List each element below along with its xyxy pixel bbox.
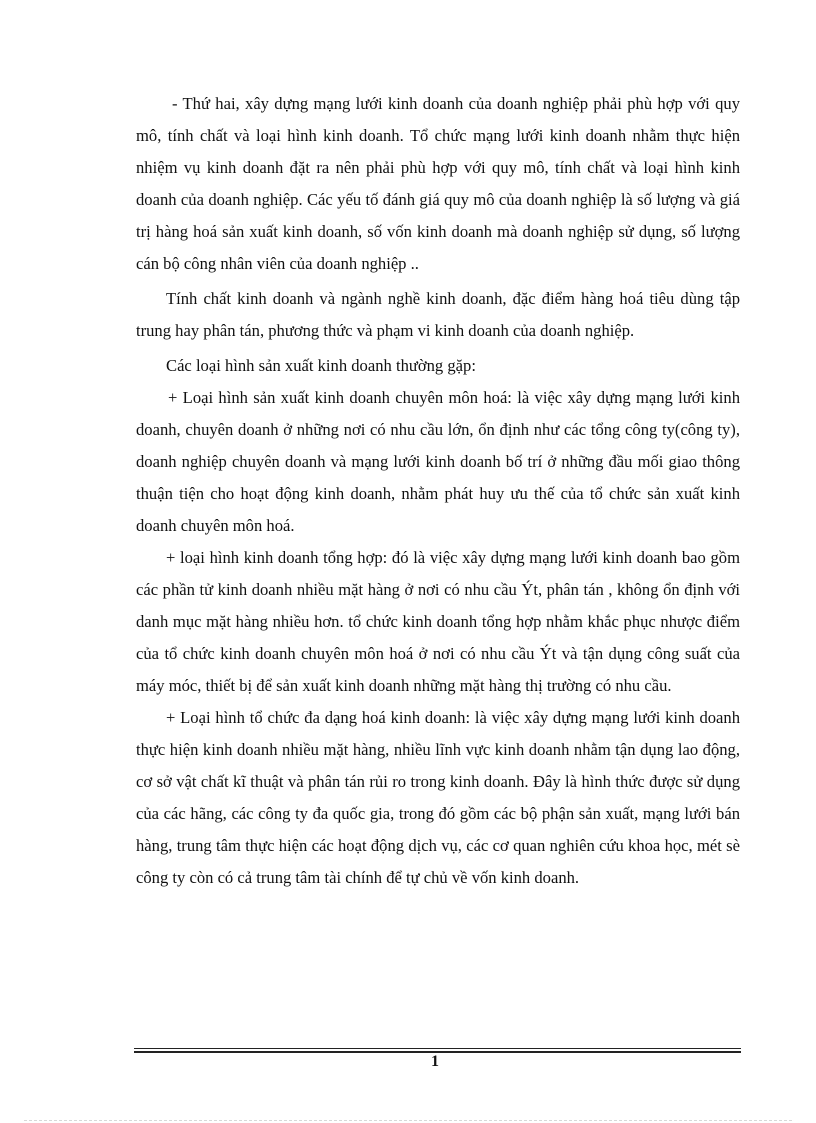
paragraph-business-nature: Tính chất kinh doanh và ngành nghề kinh doanh, đặc điểm hàng hoá tiêu dùng tập trung hay phân tán, phương thức và phạm vi kinh doanh của doanh nghiệp. bbox=[136, 289, 740, 340]
paragraph-general-type: + loại hình kinh doanh tổng hợp: đó là việc xây dựng mạng lưới kinh doanh bao gồm các phần tử kinh doanh nhiều mặt hàng ở nơi có nhu cầu Ýt, phân tán , không ổn định với danh mục mặt hàng nhiều hơn. tổ chức kinh doanh tổng hợp nhằm khắc phục nhược điểm của tổ chức kinh doanh chuyên môn hoá ở nơi có nhu cầu Ýt và tận dụng công suất của máy móc, thiết bị để sản xuất kinh doanh những mặt hàng thị trường có nhu cầu. bbox=[136, 548, 740, 695]
paragraph-specialized-type: + Loại hình sản xuất kinh doanh chuyên môn hoá: là việc xây dựng mạng lưới kinh doanh, chuyên doanh ở những nơi có nhu cầu lớn, ổn định như các tổng công ty(công ty), doanh nghiệp chuyên doanh và mạng lưới kinh doanh bố trí ở những đầu mối giao thông thuận tiện cho hoạt động kinh doanh, nhằm phát huy ưu thế của tổ chức sản xuất kinh doanh chuyên môn hoá. bbox=[136, 388, 740, 535]
paragraph-business-types-intro: Các loại hình sản xuất kinh doanh thường gặp: bbox=[166, 356, 476, 375]
page-number: 1 bbox=[431, 1053, 439, 1070]
footer-rule-thin bbox=[134, 1048, 741, 1049]
paragraph-diversified-type: + Loại hình tổ chức đa dạng hoá kinh doanh: là việc xây dựng mạng lưới kinh doanh thực hiện kinh doanh nhiều mặt hàng, nhiều lĩnh vực kinh doanh nhằm tận dụng lao động, cơ sở vật chất kĩ thuật và phân tán rủi ro trong kinh doanh. Đây là hình thức được sử dụng của các hãng, các công ty đa quốc gia, trong đó gồm các bộ phận sản xuất, mạng lưới bán hàng, trung tâm thực hiện các hoạt động dịch vụ, các cơ quan nghiên cứu khoa học, mét sè công ty còn có cả trung tâm tài chính để tự chủ về vốn kinh doanh. bbox=[136, 708, 740, 887]
document-body bbox=[136, 88, 740, 894]
page-edge-divider bbox=[24, 1120, 792, 1121]
paragraph-network-scale: - Thứ hai, xây dựng mạng lưới kinh doanh của doanh nghiệp phải phù hợp với quy mô, tính chất và loại hình kinh doanh. Tổ chức mạng lưới kinh doanh nhằm thực hiện nhiệm vụ kinh doanh đặt ra nên phải phù hợp với quy mô, tính chất và loại hình kinh doanh của doanh nghiệp. Các yếu tố đánh giá quy mô của doanh nghiệp là số lượng và giá trị hàng hoá sản xuất kinh doanh, số vốn kinh doanh mà doanh nghiệp sử dụng, số lượng cán bộ công nhân viên của doanh nghiệp .. bbox=[136, 94, 740, 273]
